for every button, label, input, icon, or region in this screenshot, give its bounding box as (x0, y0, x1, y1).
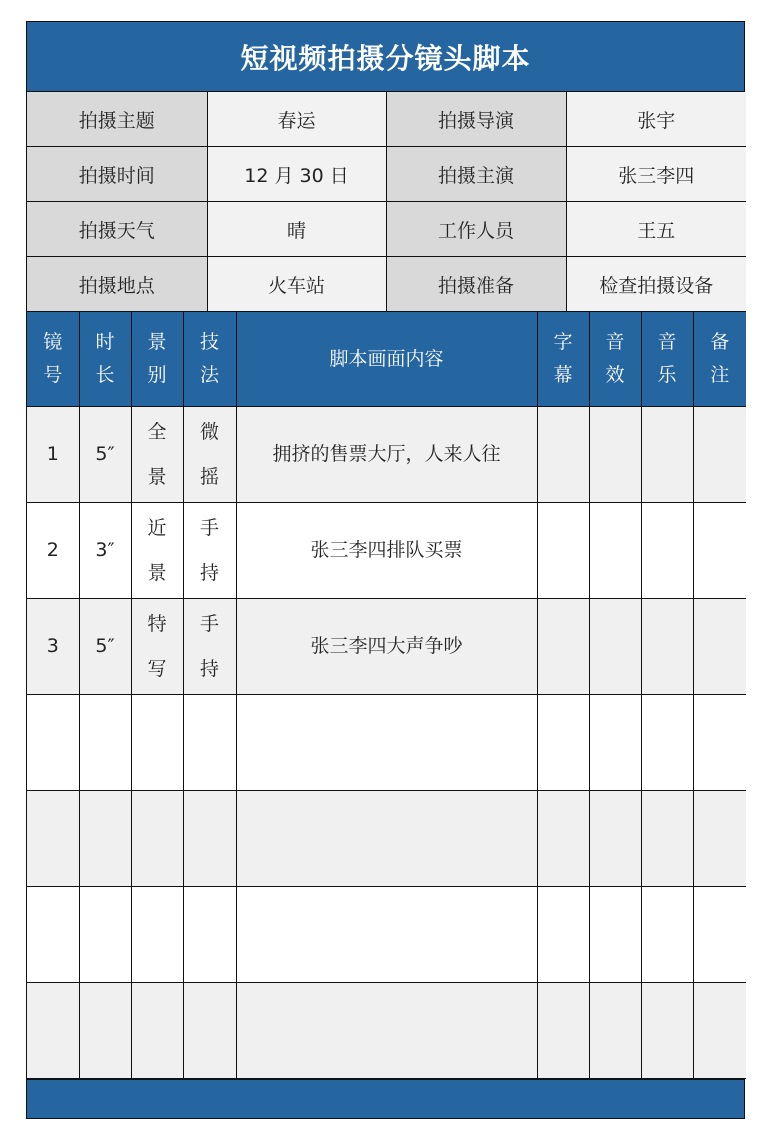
info-value[interactable]: 张宇 (566, 92, 746, 147)
cell-subtitle[interactable] (537, 503, 589, 599)
info-label: 拍摄导演 (386, 92, 566, 147)
cell-subtitle[interactable] (537, 791, 589, 887)
cell-shot-no[interactable]: 1 (27, 407, 79, 503)
cell-shot-size[interactable] (131, 695, 183, 791)
cell-sound-effect[interactable] (589, 695, 641, 791)
cell-duration[interactable] (79, 791, 131, 887)
cell-duration[interactable]: 5″ (79, 599, 131, 695)
cell-duration[interactable] (79, 983, 131, 1079)
cell-shot-size[interactable] (131, 983, 183, 1079)
cell-content[interactable]: 拥挤的售票大厅，人来人往 (236, 407, 537, 503)
cell-music[interactable] (641, 791, 693, 887)
header-subtitle: 字幕 (537, 312, 589, 407)
cell-notes[interactable] (693, 599, 746, 695)
cell-shot-size[interactable]: 全景 (131, 407, 183, 503)
cell-shot-size[interactable]: 特写 (131, 599, 183, 695)
cell-shot-size[interactable]: 近景 (131, 503, 183, 599)
cell-sound-effect[interactable] (589, 503, 641, 599)
info-label: 拍摄准备 (386, 257, 566, 312)
cell-content[interactable] (236, 887, 537, 983)
cell-subtitle[interactable] (537, 599, 589, 695)
header-shot-size: 景别 (131, 312, 183, 407)
cell-content[interactable] (236, 695, 537, 791)
cell-notes[interactable] (693, 407, 746, 503)
table-row (27, 983, 746, 1079)
cell-technique[interactable] (183, 695, 236, 791)
info-table (27, 92, 746, 312)
table-row (27, 503, 746, 599)
cell-sound-effect[interactable] (589, 791, 641, 887)
info-value[interactable]: 张三李四 (566, 147, 746, 202)
info-label: 工作人员 (386, 202, 566, 257)
info-value[interactable]: 检查拍摄设备 (566, 257, 746, 312)
shot-table-header (27, 312, 746, 407)
page-title: 短视频拍摄分镜头脚本 (27, 22, 744, 92)
shot-table (27, 312, 746, 1079)
cell-duration[interactable] (79, 695, 131, 791)
cell-content[interactable]: 张三李四排队买票 (236, 503, 537, 599)
info-value[interactable]: 12 月 30 日 (207, 147, 386, 202)
table-row (27, 599, 746, 695)
info-value[interactable]: 春运 (207, 92, 386, 147)
cell-duration[interactable]: 5″ (79, 407, 131, 503)
header-duration: 时长 (79, 312, 131, 407)
footer-bar (27, 1079, 744, 1118)
cell-shot-size[interactable] (131, 887, 183, 983)
cell-music[interactable] (641, 887, 693, 983)
cell-notes[interactable] (693, 791, 746, 887)
cell-sound-effect[interactable] (589, 887, 641, 983)
cell-shot-no[interactable] (27, 791, 79, 887)
cell-subtitle[interactable] (537, 407, 589, 503)
cell-shot-no[interactable] (27, 695, 79, 791)
cell-notes[interactable] (693, 695, 746, 791)
cell-technique[interactable] (183, 983, 236, 1079)
cell-technique[interactable] (183, 887, 236, 983)
cell-content[interactable]: 张三李四大声争吵 (236, 599, 537, 695)
header-shot-no: 镜号 (27, 312, 79, 407)
header-notes: 备注 (693, 312, 746, 407)
cell-notes[interactable] (693, 503, 746, 599)
cell-music[interactable] (641, 599, 693, 695)
cell-subtitle[interactable] (537, 983, 589, 1079)
table-row (27, 887, 746, 983)
cell-music[interactable] (641, 503, 693, 599)
cell-shot-no[interactable] (27, 887, 79, 983)
storyboard-sheet (26, 21, 745, 1119)
cell-music[interactable] (641, 695, 693, 791)
info-row (27, 92, 746, 147)
cell-content[interactable] (236, 791, 537, 887)
info-row (27, 202, 746, 257)
cell-notes[interactable] (693, 887, 746, 983)
cell-shot-size[interactable] (131, 791, 183, 887)
info-row (27, 147, 746, 202)
cell-sound-effect[interactable] (589, 983, 641, 1079)
table-row (27, 791, 746, 887)
info-value[interactable]: 火车站 (207, 257, 386, 312)
cell-content[interactable] (236, 983, 537, 1079)
header-technique: 技法 (183, 312, 236, 407)
cell-technique[interactable]: 微摇 (183, 407, 236, 503)
header-content: 脚本画面内容 (236, 312, 537, 407)
info-label: 拍摄时间 (27, 147, 207, 202)
table-row (27, 695, 746, 791)
cell-subtitle[interactable] (537, 695, 589, 791)
table-row (27, 407, 746, 503)
info-label: 拍摄天气 (27, 202, 207, 257)
info-label: 拍摄主演 (386, 147, 566, 202)
cell-duration[interactable] (79, 887, 131, 983)
info-label: 拍摄主题 (27, 92, 207, 147)
header-music: 音乐 (641, 312, 693, 407)
cell-subtitle[interactable] (537, 887, 589, 983)
cell-technique[interactable]: 手持 (183, 503, 236, 599)
cell-music[interactable] (641, 983, 693, 1079)
cell-technique[interactable]: 手持 (183, 599, 236, 695)
info-value[interactable]: 王五 (566, 202, 746, 257)
cell-shot-no[interactable]: 3 (27, 599, 79, 695)
cell-sound-effect[interactable] (589, 407, 641, 503)
info-label: 拍摄地点 (27, 257, 207, 312)
cell-notes[interactable] (693, 983, 746, 1079)
cell-shot-no[interactable] (27, 983, 79, 1079)
info-row (27, 257, 746, 312)
header-sound-effect: 音效 (589, 312, 641, 407)
cell-shot-no[interactable]: 2 (27, 503, 79, 599)
cell-technique[interactable] (183, 791, 236, 887)
info-value[interactable]: 晴 (207, 202, 386, 257)
cell-sound-effect[interactable] (589, 599, 641, 695)
cell-duration[interactable]: 3″ (79, 503, 131, 599)
cell-music[interactable] (641, 407, 693, 503)
